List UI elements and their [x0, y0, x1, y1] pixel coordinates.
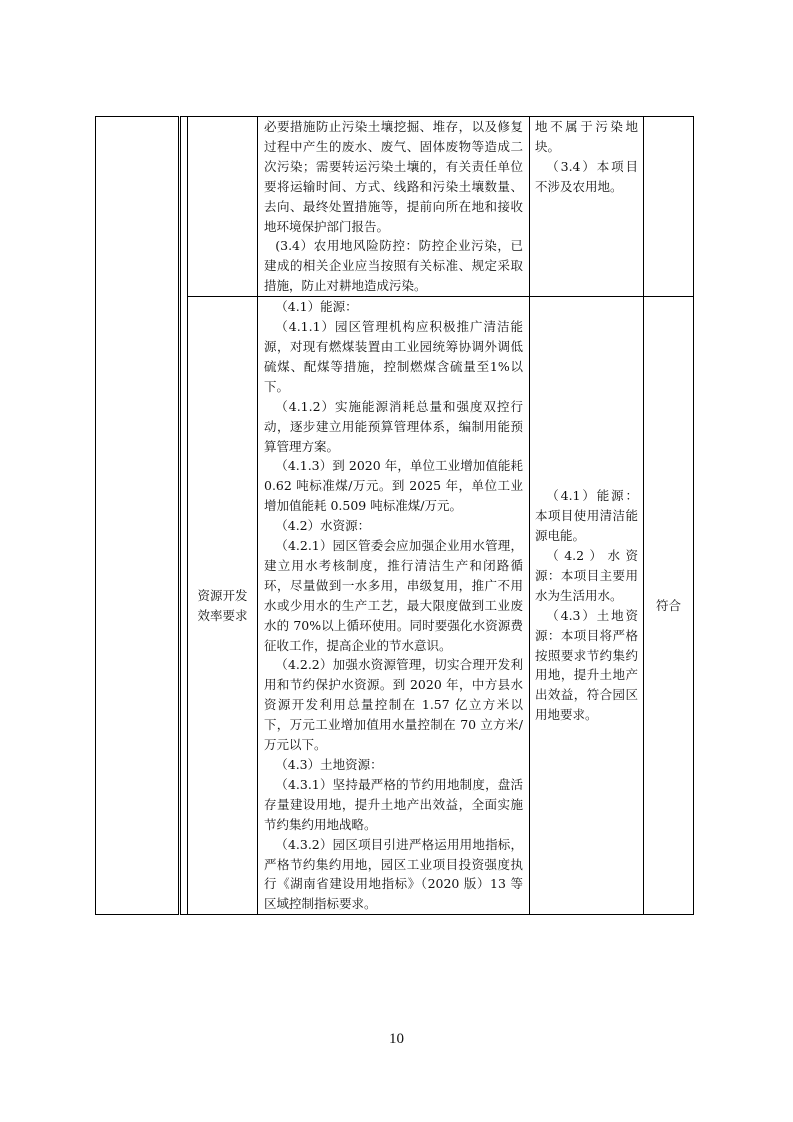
requirement-paragraph: （4.3）土地资源： [275, 757, 383, 772]
requirement-paragraph: （4.1.3）到 2020 年，单位工业增加值能耗 0.62 吨标准煤/万元。到 2025 年，单位工业增加值能耗 0.509 吨标准煤/万元。 [264, 458, 523, 514]
requirement-paragraph: （4.1）能源： [275, 299, 358, 315]
requirement-paragraph: (3.4）农用地风险防控：防控企业污染，已建成的相关企业应当按照有关标准、规定采取措施，防止对耕地造成污染。 [264, 238, 523, 294]
table-cell-project-status [530, 117, 644, 297]
project-paragraph: 地不属于污染地块。 [535, 119, 638, 154]
page-number: 10 [389, 1031, 404, 1047]
requirement-paragraph: （4.1.1）园区管理机构应积极推广清洁能源，对现有燃煤装置由工业园统筹协调外调低硫煤、配煤等措施，控制燃煤含硫量至1%以下。 [264, 319, 523, 394]
project-paragraph: （3.4）本项目不涉及农用地。 [535, 158, 638, 194]
table-cell-requirement [258, 297, 530, 915]
table-cell-blank [180, 117, 188, 915]
requirement-paragraph: （4.2）水资源： [275, 518, 371, 534]
requirement-paragraph: （4.2.2）加强水资源管理，切实合理开发利用和节约保护水资源。到 2020 年，中方县水资源开发利用总量控制在 1.57 亿立方米以下，万元工业增加值用水量控制在 70 立方米/万元以下。 [264, 657, 523, 753]
table-cell-category [188, 117, 258, 297]
requirement-paragraph: （4.3.1）坚持最严格的节约用地制度，盘活存量建设用地，提升土地产出效益，全面实施节约集约用地战略。 [264, 776, 523, 832]
project-paragraph: （4.1）能源：本项目使用清洁能源电能。 [535, 488, 638, 544]
compliance-table [95, 116, 694, 915]
table-cell-requirement [258, 117, 530, 297]
table-cell-category: 资源开发效率要求 [188, 297, 258, 915]
table-cell-blank [96, 117, 180, 915]
table-cell-conclusion [644, 117, 694, 297]
requirement-paragraph: （4.2.1）园区管委会应加强企业用水管理，建立用水考核制度，推行清洁生产和闭路循环，尽量做到一水多用，串级复用，推广不用水或少用水的生产工艺，最大限度做到工业废水的 70%以上循环使用。同时要强化水资源费征收工作，提高企业的节水意识。 [264, 538, 523, 653]
table-row [96, 117, 694, 297]
requirement-paragraph: 必要措施防止污染土壤挖掘、堆存，以及修复过程中产生的废水、废气、固体废物等造成二次污染；需要转运污染土壤的，有关责任单位要将运输时间、方式、线路和污染土壤数量、去向、最终处置措施等，提前向所在地和接收地环境保护部门报告。 [264, 119, 523, 234]
table-cell-conclusion: 符合 [644, 297, 694, 915]
requirement-paragraph: （4.1.2）实施能源消耗总量和强度双控行动，逐步建立用能预算管理体系，编制用能预算管理方案。 [264, 398, 523, 454]
table-cell-project-status [530, 297, 644, 915]
project-paragraph: （4.3）土地资源：本项目将严格按照要求节约集约用地，提升土地产出效益，符合园区用地要求。 [535, 607, 638, 723]
requirement-paragraph: （4.3.2）园区项目引进严格运用用地指标，严格节约集约用地，园区工业项目投资强度执行《湖南省建设用地指标》（2020 版）13 等区域控制指标要求。 [264, 836, 523, 912]
project-paragraph: （4.2）水资源：本项目主要用水为生活用水。 [535, 547, 638, 603]
